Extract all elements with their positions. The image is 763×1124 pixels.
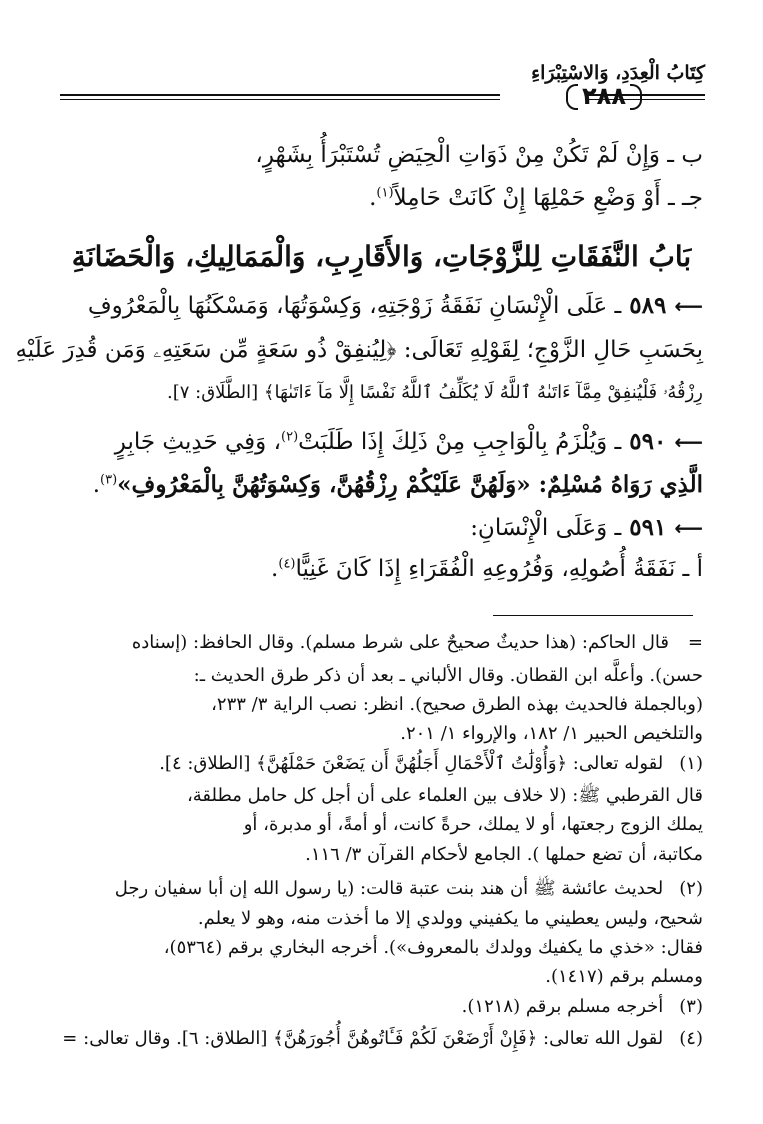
footnote-2-line-4: ومسلم برقم (١٤١٧). [545,966,703,987]
paragraph-arrow-icon: ⟵ [674,430,703,454]
line-j-text: جـ ـ أَوْ وَضْعِ حَمْلِهَا إِنْ كَانَتْ حَامِلاً [393,185,703,211]
footnote-4-text-1: لقول الله تعالى: ﴿فَإِنْ أَرْضَعْنَ لَكُمْ فَـَٔاتُوهُنَّ أُجُورَهُنَّ﴾ [الطلاق: ٦]. وقال تعالى: [83,1028,664,1049]
paragraph-589-line-3: رِزْقُهُۥ فَلْيُنفِقْ مِمَّآ ءَاتَىٰهُ ٱللَّهُ لَا يُكَلِّفُ ٱللَّهُ نَفْسًا إِلَّا مَآ ءَاتَىٰهَا﴾ [الطَّلَاق: ٧]. [167,382,703,403]
line-j [60,185,703,211]
footnote-continuation-text-1: قال الحاكم: (هذا حديثٌ صحيحٌ على شرط مسلم). وقال الحافظ: (إسناده [131,632,669,653]
footnote-2-line-2: شحيح، وليس يعطيني ما يكفيني وولدي إلا ما أخذت منه، وهو لا يعلم. [197,908,703,929]
footnote-2-line-3: فقال: «خذي ما يكفيك وولدك بالمعروف»). أخرجه البخاري برقم (٥٣٦٤)، [163,937,703,958]
footnote-continues-mark: = [62,1028,78,1049]
footnote-4-number: (٤) [679,1028,703,1049]
paragraph-591-item-a [60,556,703,582]
paragraph-arrow-icon: ⟵ [674,516,703,540]
footnote-4-line-1 [60,1028,703,1049]
paragraph-589-line-1 [60,292,703,319]
paragraph-590-line-1 [60,428,703,455]
paragraph-number-591-text: ٥٩١ [629,514,667,541]
paragraph-589-text-1: ـ عَلَى الْإِنْسَانِ نَفَقَةُ زَوْجَتِهِ، وَكِسْوَتُهَا، وَمَسْكَنُهَا بِالْمَعْرُوفِ [87,293,622,319]
footnote-3-number: (٣) [679,996,703,1017]
paragraph-number-591 [629,514,703,541]
footnote-2-line-1 [60,877,703,903]
footnote-3-line-1 [60,996,703,1017]
footnote-1-line-2: قال القرطبي ﷺ: (لا خلاف بين العلماء على أن أجل كل حامل مطلقة، [186,785,703,806]
paragraph-number-589-text: ٥٨٩ [629,292,667,319]
footnote-continuation-line-1 [60,632,703,653]
footnote-1-number: (١) [679,753,703,774]
paragraph-number-589 [629,292,703,319]
footnote-continuation-line-3: (وبالجملة فالحديث بهذه الطرق صحيح). انظر: نصب الراية ٣/ ٢٣٣، [211,694,703,715]
footnote-1-text-1: لقوله تعالى: ﴿وَأُوْلَٰتُ ٱلْأَحْمَالِ أَجَلُهُنَّ أَن يَضَعْنَ حَمْلَهُنَّ﴾ [الطلاق: ٤]. [159,753,664,774]
footnote-2-text-1: لحديث عائشة ﷺ أن هند بنت عتبة قالت: (يا رسول الله إن أبا سفيان رجل [114,878,664,899]
paragraph-591-line-1 [60,514,703,541]
page-number: ٢٨٨ [566,82,642,110]
footnote-1-line-4: مكاتبة، أن تضع حملها ). الجامع لأحكام القرآن ٣/ ١١٦. [305,844,703,865]
paragraph-590-line-2 [60,471,703,498]
paragraph-arrow-icon: ⟵ [674,294,703,318]
paragraph-591-item-a-text: أ ـ نَفَقَةُ أُصُولِهِ، وَفُرُوعِهِ الْفُقَرَاءِ إِذَا كَانَ غَنِيًّا [295,556,703,582]
footnote-1-line-1 [60,753,703,774]
paragraph-590-text-2-end: . [92,472,100,498]
paragraph-591-text-1: ـ وَعَلَى الْإِنْسَانِ: [470,515,622,541]
paragraph-590-text-1-end: ، وَفِي حَدِيثِ جَابِرٍ [114,429,282,455]
footnote-ref-4[interactable]: (٤) [278,556,296,572]
header-rule [60,94,500,100]
footnote-2-number: (٢) [679,878,703,899]
paragraph-591-item-a-end: . [271,556,279,582]
footnote-ref-3[interactable]: (٣) [100,472,118,488]
paragraph-number-590-text: ٥٩٠ [629,428,667,455]
paragraph-number-590 [629,428,703,455]
line-j-end: . [369,185,377,211]
paragraph-590-text-2: الَّذِي رَوَاهُ مُسْلِمٌ: «وَلَهُنَّ عَلَيْكُمْ رِزْقُهُنَّ، وَكِسْوَتُهُنَّ بِالْمَعْرُوفِ» [117,471,703,498]
line-b: ب ـ وَإِنْ لَمْ تَكُنْ مِنْ ذَوَاتِ الْحِيَضِ تُسْتَبْرَأُ بِشَهْرٍ، [255,142,703,168]
footnote-separator [493,615,693,616]
footnote-continuation-line-4: والتلخيص الحبير ١/ ١٨٢، والإرواء ١/ ٢٠١. [400,723,703,744]
footnote-ref-1[interactable]: (١) [376,185,394,201]
footnote-1-line-3: يملك الزوج رجعتها، أو لا يملك، حرةً كانت، أو أمةً، أو مدبرة، أو [243,814,703,835]
footnote-continuation-line-2: حسن). وأعلَّه ابن القطان. وقال الألباني ـ بعد أن ذكر طرق الحديث ـ: [193,665,703,686]
running-title: كِتَابُ الْعِدَدِ، وَالاسْتِبْرَاءِ [531,62,705,84]
footnote-ref-2[interactable]: (٢) [281,429,299,445]
continuation-mark: = [687,632,703,653]
paragraph-589-line-2: بِحَسَبِ حَالِ الزَّوْجِ؛ لِقَوْلِهِ تَعَالَى: ﴿لِيُنفِقْ ذُو سَعَةٍ مِّن سَعَتِهِۦ وَمَن قُدِرَ عَلَيْهِ [15,337,703,363]
paragraph-590-text-1: ـ وَيُلْزَمُ بِالْوَاجِبِ مِنْ ذَلِكَ إِذَا طَلَبَتْ [298,429,622,455]
section-heading: بَابُ النَّفَقَاتِ لِلزَّوْجَاتِ، وَالأَقَارِبِ، وَالْمَمَالِيكِ، وَالْحَضَانَةِ [71,240,692,273]
footnote-3-text-1: أخرجه مسلم برقم (١٢١٨). [461,996,664,1017]
